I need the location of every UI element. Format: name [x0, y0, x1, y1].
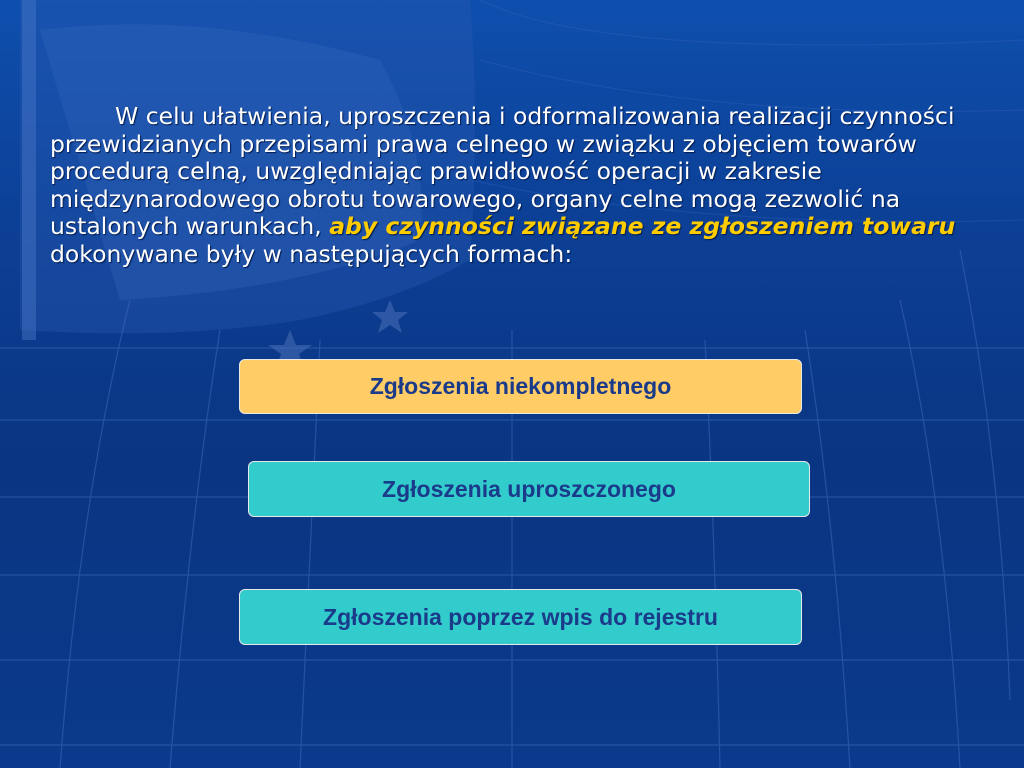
incomplete-declaration-box — [239, 359, 802, 414]
register-entry-declaration-box — [239, 589, 802, 645]
main-paragraph — [50, 103, 1000, 268]
paragraph-outro: dokonywane były w następujących formach: — [50, 239, 573, 268]
simplified-declaration-box — [248, 461, 810, 517]
box-label: Zgłoszenia uproszczonego — [382, 475, 676, 502]
box-label: Zgłoszenia poprzez wpis do rejestru — [323, 603, 718, 630]
paragraph-intro: W celu ułatwienia, uproszczenia i odformalizowania realizacji czynności przewidzianych przepisami prawa celnego w związku z objęciem towarów procedurą celną, uwzględniając prawidłowość operacji w zakresie międzynarodowego obrotu towarowego, organy celne mogą zezwolić na ustalonych warunkach, — [50, 102, 955, 240]
box-label: Zgłoszenia niekompletnego — [369, 373, 672, 399]
paragraph-highlight: aby czynności związane ze zgłoszeniem towaru — [329, 212, 956, 240]
